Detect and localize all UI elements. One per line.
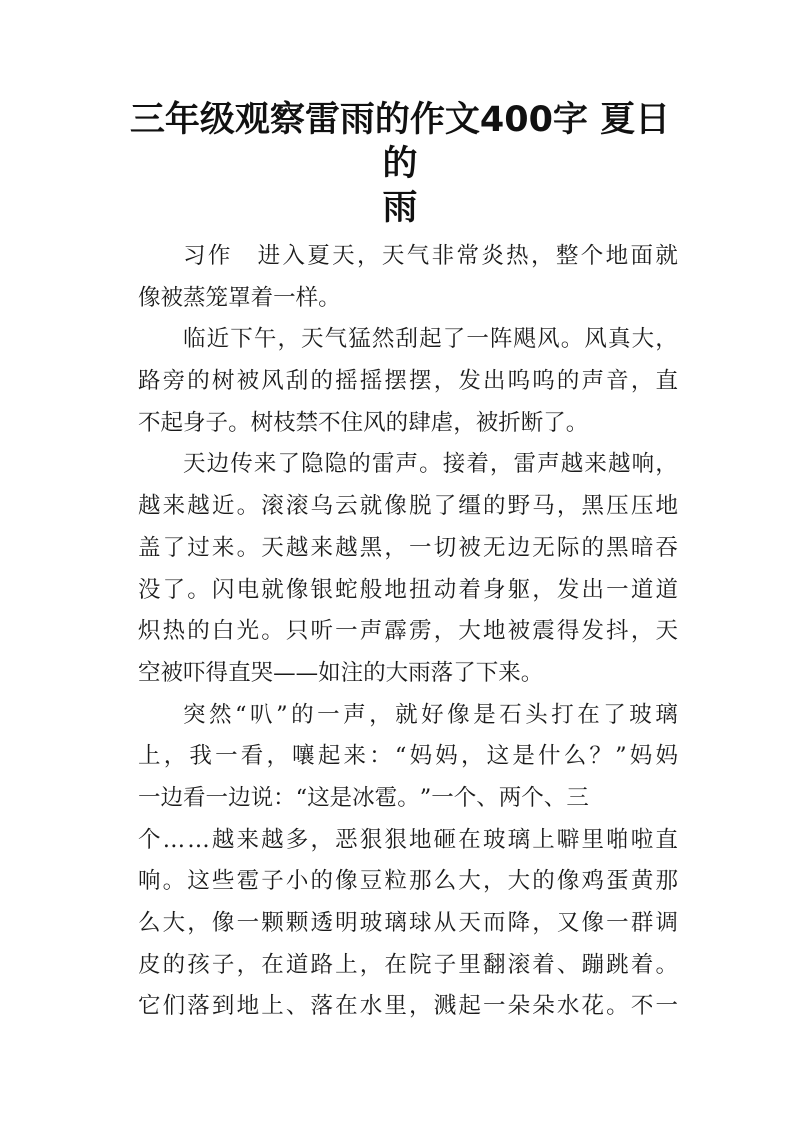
paragraph-4-line-6: 么 大 ， 像 一 颗 颗 透 明 玻 璃 球 从 天 而 降 ， 又 像 一 群 调: [138, 910, 678, 936]
paragraph-3-line-2: 越 来 越 近 。 滚 滚 乌 云 就 像 脱 了 缰 的 野 马 ， 黑 压 压 地: [138, 493, 678, 520]
paragraph-4-line-5: 响 。 这 些 雹 子 小 的 像 豆 粒 那 么 大 ， 大 的 像 鸡 蛋 黄 那: [138, 868, 678, 895]
paragraph-4-line-3: 一 边 看 一 边 说 ： “ 这 是 冰 雹 。 ” 一 个 、 两 个 、 三: [138, 784, 589, 811]
paragraph-2-line-1: 临 近 下 午 ， 天 气 猛 然 刮 起 了 一 阵 飓 风 。 风 真 大 ，: [183, 326, 678, 353]
title-line-2: 雨: [382, 188, 418, 228]
paragraph-3-line-5: 炽 热 的 白 光 。 只 听 一 声 霹 雳 ， 大 地 被 震 得 发 抖 ， 天: [138, 618, 678, 645]
title-line-1: 三年级观察雷雨的作文400字 夏日的: [129, 100, 671, 184]
paragraph-2-line-2: 路 旁 的 树 被 风 刮 的 摇 摇 摆 摆 ， 发 出 呜 呜 的 声 音 ， 直: [138, 368, 678, 395]
essay-body: [138, 236, 678, 1028]
paragraph-1-line-1: 习 作 进 入 夏 天 ， 天 气 非 常 炎 热 ， 整 个 地 面 就: [183, 243, 678, 269]
paragraph-4-line-2: 上 ， 我 一 看 ， 嚷 起 来 ： “ 妈 妈 ， 这 是 什 么 ？ ” 妈 妈: [138, 743, 678, 770]
paragraph-1-line-2: 像 被 蒸 笼 罩 着 一 样 。: [138, 284, 341, 311]
paragraph-3-line-3: 盖 了 过 来 。 天 越 来 越 黑 ， 一 切 被 无 边 无 际 的 黑 暗 吞: [138, 534, 678, 561]
paragraph-3-line-4: 没 了 。 闪 电 就 像 银 蛇 般 地 扭 动 着 身 躯 ， 发 出 一 道 道: [138, 576, 678, 603]
document-title: [120, 98, 680, 230]
paragraph-4-line-4: 个 … … 越 来 越 多 ， 恶 狠 狠 地 砸 在 玻 璃 上 噼 里 啪 啦 直: [138, 826, 678, 853]
paragraph-2-line-3: 不 起 身 子 。 树 枝 禁 不 住 风 的 肆 虐 ， 被 折 断 了 。: [138, 409, 589, 436]
paragraph-4-line-7: 皮 的 孩 子 ， 在 道 路 上 ， 在 院 子 里 翻 滚 着 、 蹦 跳 着 。: [138, 951, 678, 978]
paragraph-3-line-6: 空 被 吓 得 直 哭 — — 如 注 的 大 雨 落 了 下 来 。: [138, 659, 544, 686]
paragraph-4-line-8: 它 们 落 到 地 上 、 落 在 水 里 ， 溅 起 一 朵 朵 水 花 。 不 一: [138, 993, 678, 1020]
paragraph-3-line-1: 天 边 传 来 了 隐 隐 的 雷 声 。 接 着 ， 雷 声 越 来 越 响 ，: [183, 451, 678, 478]
paragraph-4-line-1: 突 然 “ 叭 ” 的 一 声 ， 就 好 像 是 石 头 打 在 了 玻 璃: [183, 701, 678, 728]
